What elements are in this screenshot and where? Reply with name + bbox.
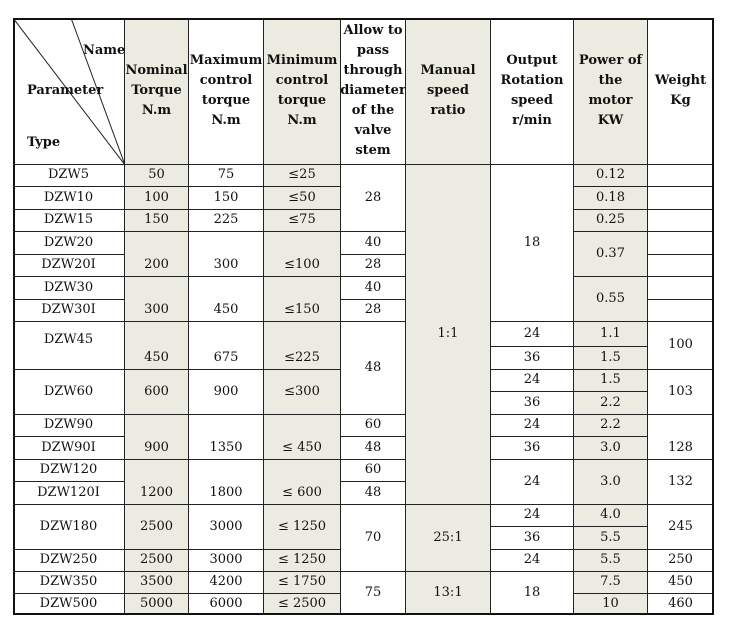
weight-dzw20i (648, 255, 714, 277)
nominal-dzw90: 900 (125, 415, 189, 460)
weight-dzw20 (648, 232, 714, 255)
ratio-1-1: 1:1 (406, 165, 491, 505)
min-dzw90: ≤ 450 (264, 415, 341, 460)
type-dzw15: DZW15 (13, 210, 125, 232)
power-dzw350: 7.5 (574, 572, 648, 594)
nominal-dzw10: 100 (125, 187, 189, 210)
nominal-dzw500: 5000 (125, 594, 189, 615)
min-dzw10: ≤50 (264, 187, 341, 210)
power-dzw10: 0.18 (574, 187, 648, 210)
power-dzw45-a: 1.1 (574, 322, 648, 347)
nominal-dzw5: 50 (125, 165, 189, 187)
weight-dzw45: 100 (648, 322, 714, 370)
min-dzw30: ≤150 (264, 277, 341, 322)
stem-dzw350-500: 75 (341, 572, 406, 615)
nominal-dzw60: 600 (125, 370, 189, 415)
max-dzw10: 150 (189, 187, 264, 210)
stem-dzw20i: 28 (341, 255, 406, 277)
power-dzw60-a: 1.5 (574, 370, 648, 392)
stem-dzw45-60: 48 (341, 322, 406, 415)
weight-dzw500: 460 (648, 594, 714, 615)
type-dzw120i: DZW120I (13, 482, 125, 505)
max-dzw45: 675 (189, 322, 264, 370)
power-dzw90i: 3.0 (574, 437, 648, 460)
power-dzw180-a: 4.0 (574, 505, 648, 527)
header-motor-power: Power of the motor KW (574, 18, 648, 165)
spec-table (13, 18, 714, 615)
max-dzw60: 900 (189, 370, 264, 415)
nominal-dzw180: 2500 (125, 505, 189, 550)
stem-dzw90i: 48 (341, 437, 406, 460)
min-dzw350: ≤ 1750 (264, 572, 341, 594)
power-dzw20: 0.37 (574, 232, 648, 277)
header-manual-ratio: Manual speed ratio (406, 18, 491, 165)
min-dzw500: ≤ 2500 (264, 594, 341, 615)
max-dzw500: 6000 (189, 594, 264, 615)
header-min-torque: Minimum control torque N.m (264, 18, 341, 165)
stem-dzw5-15: 28 (341, 165, 406, 232)
power-dzw90: 2.2 (574, 415, 648, 437)
header-diagonal-cell (13, 18, 125, 165)
min-dzw180: ≤ 1250 (264, 505, 341, 550)
speed-dzw90: 24 (491, 415, 574, 437)
stem-dzw20: 40 (341, 232, 406, 255)
type-dzw20i: DZW20I (13, 255, 125, 277)
stem-dzw120i: 48 (341, 482, 406, 505)
type-dzw180: DZW180 (13, 505, 125, 550)
weight-dzw30 (648, 277, 714, 300)
max-dzw5: 75 (189, 165, 264, 187)
power-dzw60-b: 2.2 (574, 392, 648, 415)
nominal-dzw250: 2500 (125, 550, 189, 572)
header-type-label: Type (27, 135, 61, 150)
min-dzw45: ≤225 (264, 322, 341, 370)
speed-dzw60-b: 36 (491, 392, 574, 415)
weight-dzw60: 103 (648, 370, 714, 415)
type-dzw90: DZW90 (13, 415, 125, 437)
weight-dzw120: 132 (648, 460, 714, 505)
speed-bottom-18: 18 (491, 572, 574, 615)
speed-top-18: 18 (491, 165, 574, 322)
stem-dzw30i: 28 (341, 300, 406, 322)
header-output-speed: Output Rotation speed r/min (491, 18, 574, 165)
max-dzw180: 3000 (189, 505, 264, 550)
nominal-dzw30: 300 (125, 277, 189, 322)
power-dzw15: 0.25 (574, 210, 648, 232)
power-dzw500: 10 (574, 594, 648, 615)
type-dzw20: DZW20 (13, 232, 125, 255)
max-dzw250: 3000 (189, 550, 264, 572)
max-dzw350: 4200 (189, 572, 264, 594)
power-dzw5: 0.12 (574, 165, 648, 187)
type-dzw60: DZW60 (13, 370, 125, 415)
speed-dzw60-a: 24 (491, 370, 574, 392)
max-dzw90: 1350 (189, 415, 264, 460)
header-allow-pass: Allow to pass through diameter of the valve stem (341, 18, 406, 165)
speed-dzw45-b: 36 (491, 347, 574, 370)
stem-dzw180-250: 70 (341, 505, 406, 572)
type-dzw500: DZW500 (13, 594, 125, 615)
header-name-label: Name (83, 43, 126, 58)
type-dzw120: DZW120 (13, 460, 125, 482)
weight-dzw90: 128 (648, 415, 714, 460)
ratio-25-1: 25:1 (406, 505, 491, 572)
min-dzw250: ≤ 1250 (264, 550, 341, 572)
weight-dzw15 (648, 210, 714, 232)
type-dzw10: DZW10 (13, 187, 125, 210)
weight-dzw180: 245 (648, 505, 714, 550)
power-dzw30: 0.55 (574, 277, 648, 322)
nominal-dzw15: 150 (125, 210, 189, 232)
max-dzw15: 225 (189, 210, 264, 232)
min-dzw60: ≤300 (264, 370, 341, 415)
stem-dzw120: 60 (341, 460, 406, 482)
header-weight: Weight Kg (648, 18, 714, 165)
type-dzw45: DZW45 (13, 322, 125, 370)
nominal-dzw350: 3500 (125, 572, 189, 594)
speed-dzw90i: 36 (491, 437, 574, 460)
power-dzw120: 3.0 (574, 460, 648, 505)
power-dzw180-b: 5.5 (574, 527, 648, 550)
stem-dzw90: 60 (341, 415, 406, 437)
type-dzw250: DZW250 (13, 550, 125, 572)
header-parameter-label: Parameter (27, 83, 104, 98)
type-dzw30: DZW30 (13, 277, 125, 300)
stem-dzw30: 40 (341, 277, 406, 300)
type-dzw350: DZW350 (13, 572, 125, 594)
speed-dzw180-a: 24 (491, 505, 574, 527)
ratio-13-1: 13:1 (406, 572, 491, 615)
nominal-dzw20: 200 (125, 232, 189, 277)
min-dzw120: ≤ 600 (264, 460, 341, 505)
weight-dzw350: 450 (648, 572, 714, 594)
weight-dzw250: 250 (648, 550, 714, 572)
max-dzw20: 300 (189, 232, 264, 277)
header-max-torque: Maximum control torque N.m (189, 18, 264, 165)
type-dzw30i: DZW30I (13, 300, 125, 322)
nominal-dzw45: 450 (125, 322, 189, 370)
type-dzw90i: DZW90I (13, 437, 125, 460)
min-dzw5: ≤25 (264, 165, 341, 187)
min-dzw15: ≤75 (264, 210, 341, 232)
speed-dzw45-a: 24 (491, 322, 574, 347)
speed-dzw180-b: 36 (491, 527, 574, 550)
weight-dzw10 (648, 187, 714, 210)
min-dzw20: ≤100 (264, 232, 341, 277)
nominal-dzw120: 1200 (125, 460, 189, 505)
header-nominal-torque: Nominal Torque N.m (125, 18, 189, 165)
max-dzw120: 1800 (189, 460, 264, 505)
max-dzw30: 450 (189, 277, 264, 322)
weight-dzw30i (648, 300, 714, 322)
speed-dzw250: 24 (491, 550, 574, 572)
speed-dzw120: 24 (491, 460, 574, 505)
power-dzw250: 5.5 (574, 550, 648, 572)
power-dzw45-b: 1.5 (574, 347, 648, 370)
type-dzw5: DZW5 (13, 165, 125, 187)
weight-dzw5 (648, 165, 714, 187)
